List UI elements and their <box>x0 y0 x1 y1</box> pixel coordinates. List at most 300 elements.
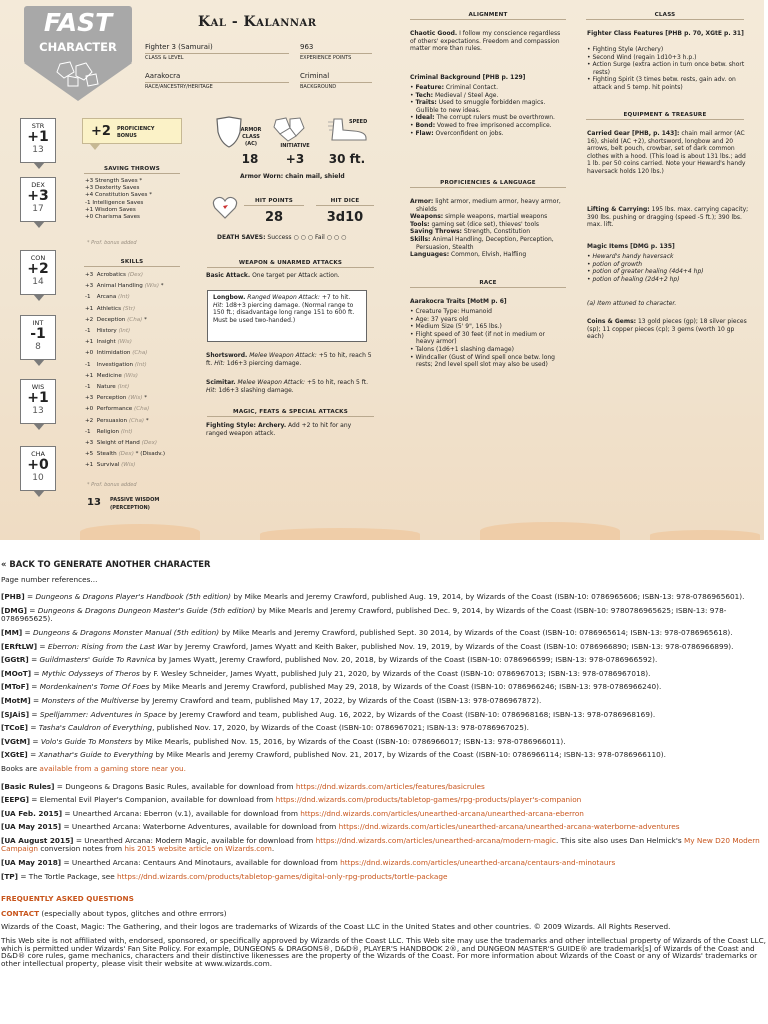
ref-title: Dungeons & Dragons Monster Manual (5th edition) <box>32 627 220 637</box>
alignment-text <box>410 30 564 53</box>
hit-points-label: HIT POINTS <box>244 198 304 206</box>
faq-link[interactable]: FREQUENTLY ASKED QUESTIONS <box>1 894 134 904</box>
ref-details: by Mike Mearls and Jeremy Crawford, published Dec. 9, 2014, by Wizards of the Coast (ISBN-10: 9780786965625; ISBN-13: 978-0786965625). <box>1 605 727 624</box>
class-level-value: Fighter 3 (Samurai) <box>145 43 213 51</box>
proficiency-label-2: BONUS <box>117 133 137 139</box>
skill-item <box>85 281 200 292</box>
reference-item: [DMG] = Dungeons & Dragons Dungeon Master's Guide (5th edition) by Mike Mearls and Jeremy Crawford, published Dec. 9, 2014, by Wizards of the Coast (ISBN-10: 9780786965625; ISBN-13: 978-0786965625). <box>1 605 727 624</box>
ref-key: [ERftLW] <box>1 641 38 651</box>
background-info-list <box>410 84 566 137</box>
trademark-notice: Wizards of the Coast, Magic: The Gathering, and their logos are trademarks of Wizards of the Coast LLC in the United States and other countries. © 2009 Wizards. All Rights Reserved. <box>1 922 671 932</box>
reference-item: [MToF] = Mordenkainen's Tome Of Foes by Mike Mearls and Jeremy Crawford, published May 29, 2018, by Wizards of the Coast (ISBN-10: 0786966246; ISBN-13: 978-0786966240). <box>1 682 662 692</box>
class-features-title: Fighter Class Features [PHB p. 70, XGtE p. 31] <box>587 30 744 37</box>
skill-name: Survival <box>96 462 120 469</box>
skill-name: Religion <box>96 428 120 435</box>
reference-item: [ERftLW] = Eberron: Rising from the Last War by Jeremy Crawford, James Wyatt and Keith Baker, published Nov. 19, 2019, by Wizards of the Coast (ISBN-10: 0786966890; ISBN-13: 978-0786966899). <box>1 641 734 651</box>
skill-value: +3 <box>85 272 94 278</box>
reference-item: [PHB] = Dungeons & Dragons Player's Handbook (5th edition) by Mike Mearls and Jeremy Crawford, published Aug. 19, 2014, by Wizards of the Coast (ISBN-10: 0786965606; ISBN-13: 978-0786965601). <box>1 592 745 602</box>
ref-details: by F. Wesley Schneider, James Wyatt, published July 21, 2020, by Wizards of the Coast (ISBN-10: 0786967013; ISBN-13: 978-0786967018). <box>139 668 651 678</box>
ref-title: Mythic Odysseys of Theros <box>41 668 140 678</box>
skill-ability: (Cha) <box>132 350 148 357</box>
saving-throw-item: +1 Wisdom Saves <box>85 206 136 213</box>
ability-name: CON <box>30 254 46 262</box>
ability-score: 8 <box>35 342 41 352</box>
ref-key: [PHB] <box>1 592 25 602</box>
item-value: light armor, medium armor, heavy armor, shields <box>416 198 561 213</box>
skill-item <box>85 416 200 427</box>
alignment-description: I follow my conscience regardless of others' expectations. Freedom and compassion matter more than rules. <box>410 30 561 53</box>
ref-key: [MotM] <box>1 695 31 705</box>
list-item: • Talons (1d6+1 slashing damage) <box>410 345 514 353</box>
skill-value: +3 <box>85 395 94 402</box>
skill-item <box>85 304 200 315</box>
skill-name: Insight <box>96 339 116 346</box>
page-refs-label: Page number references... <box>1 574 98 584</box>
skills-list <box>85 270 200 472</box>
item-value: Overconfident on jobs. <box>435 129 504 137</box>
skill-item <box>85 371 200 382</box>
reference-item: [VGtM] = Volo's Guide To Monsters by Mike Mearls, published Nov. 15, 2016, by Wizards of the Coast (ISBN-10: 0786966017; ISBN-13: 978-0786966011). <box>1 736 566 746</box>
scimitar-attack <box>206 379 372 394</box>
books-availability <box>0 765 768 774</box>
item-text: Fighting Style (Archery) <box>592 46 664 53</box>
item-key: Tools: <box>410 220 430 228</box>
download-references <box>0 783 768 882</box>
list-item: • Medium Size (5' 9", 165 lbs.) <box>410 323 502 331</box>
ref-key: [DMG] <box>1 605 27 615</box>
ref-key: [EEPG] <box>1 795 29 805</box>
skill-value: -1 <box>85 428 91 435</box>
item-text: Medium Size (5' 9", 165 lbs.) <box>415 323 502 331</box>
reference-item: [MOoT] = Mythic Odysseys of Theros by F. Wesley Schneider, James Wyatt, published July 21, 2020, by Wizards of the Coast (ISBN-10: 0786967013; ISBN-13: 978-0786967018). <box>1 668 651 678</box>
heart-icon <box>212 196 238 220</box>
ref-details: = Unearthed Arcana: Modern Magic, available for download from <box>73 835 316 845</box>
death-saves-fail-circles[interactable]: ○ ○ ○ <box>326 234 347 241</box>
fighting-style-text: Add +2 to hit for any ranged weapon attack. <box>206 422 352 437</box>
list-item: • Fighting Spirit (3 times betw. rests, gain adv. on attack and 5 temp. hit points) <box>587 76 736 91</box>
contact-text: (especially about typos, glitches and othre errrors) <box>39 908 227 918</box>
longbow-name: Longbow. <box>213 294 246 301</box>
item-key: Skills: <box>410 235 431 243</box>
list-item: • Traits: Used to smuggle forbidden magics. Gullible to new ideas. <box>410 99 546 114</box>
alignment-title: ALIGNMENT <box>410 12 566 20</box>
ability-cha <box>20 446 56 491</box>
ability-modifier: +1 <box>27 390 49 406</box>
item-value: simple weapons, martial weapons <box>445 213 548 221</box>
item-key: Languages: <box>410 251 450 259</box>
contact-link[interactable]: CONTACT <box>1 908 40 918</box>
download-item <box>0 783 768 792</box>
ref-title: Dungeons & Dragons Dungeon Master's Guide (5th edition) <box>37 605 256 615</box>
passive-wisdom-value: 13 <box>87 497 101 508</box>
alignment-name: Chaotic Good. <box>410 30 458 37</box>
skill-value: +1 <box>85 339 94 346</box>
item-text: potion of growth <box>592 260 643 268</box>
item-value: Used to smuggle forbidden magics. Gullible to new ideas. <box>416 99 546 114</box>
hit-dice-label: HIT DICE <box>316 198 374 206</box>
item-text: Creature Type: Humanoid <box>415 308 492 315</box>
ability-modifier: +0 <box>27 457 49 473</box>
skill-value: +2 <box>85 417 94 424</box>
ref-key: [TCoE] <box>1 723 28 733</box>
shortsword-name: Shortsword. <box>206 352 248 359</box>
ref-extra: . This site also uses Dan Helmick's <box>555 835 684 845</box>
skill-ability: (Int) <box>118 328 131 335</box>
list-item: • Ideal: The corrupt rulers must be overthrown. <box>410 114 555 122</box>
ref-details: by James Wyatt, Jeremy Crawford, published Nov. 20, 2018, by Wizards of the Coast (ISBN-10: 0786966599; ISBN-13: 978-0786966592). <box>155 655 658 665</box>
skill-name: Athletics <box>96 305 121 312</box>
ability-score: 10 <box>32 473 44 483</box>
passive-wisdom-label: PASSIVE WISDOM <box>110 497 160 503</box>
saving-throw-item: +3 Dexterity Saves <box>85 185 140 192</box>
skill-name: Nature <box>96 384 116 391</box>
ability-name: DEX <box>31 181 45 189</box>
download-item <box>0 810 768 819</box>
ref-key: [Basic Rules] <box>1 781 55 791</box>
proficiency-label-1: PROFICIENCY <box>117 126 155 132</box>
item-text: Windcaller (Gust of Wind spell once betw. long rests; 2nd level spell slot may also be used) <box>415 353 555 369</box>
skill-item <box>85 404 200 415</box>
skill-ability: (Wis) <box>117 339 132 346</box>
contact-line <box>0 910 768 919</box>
item-key: Tech: <box>415 91 434 99</box>
download-link[interactable]: https://dnd.wizards.com/articles/unearthed-arcana/unearthed-arcana-eberron <box>300 808 584 818</box>
skill-ability: (Wis) <box>123 372 138 379</box>
scimitar-hit-label: Hit: <box>206 386 217 394</box>
ability-modifier: +2 <box>27 261 49 277</box>
skill-ability: (Cha) <box>127 316 143 323</box>
xp-label: EXPERIENCE POINTS <box>300 55 352 61</box>
skill-suffix: * <box>142 316 147 323</box>
item-value: Strength, Constitution <box>463 228 531 236</box>
skill-name: Stealth <box>96 451 117 458</box>
longbow-attack <box>207 290 367 342</box>
saving-throw-item: +3 Strength Saves * <box>85 178 143 184</box>
download-item <box>0 859 768 868</box>
ref-details: by Mike Mearls and Jeremy Crawford, published Aug. 19, 2014, by Wizards of the Coast (ISBN-10: 0786965606; ISBN-13: 978-0786965601). <box>231 592 745 602</box>
basic-attack <box>206 272 376 280</box>
item-text: Fighting Spirit (3 times betw. rests, gain adv. on attack and 5 temp. hit points) <box>592 76 736 91</box>
ability-str <box>20 118 56 163</box>
item-text: Heward's handy haversack <box>592 253 674 260</box>
class-level-label: CLASS & LEVEL <box>145 55 184 61</box>
footer-section <box>0 560 768 972</box>
item-value: gaming set (dice set), thieves' tools <box>431 220 540 228</box>
list-item: • Fighting Style (Archery) <box>587 46 664 53</box>
ac-value: 18 <box>241 152 259 166</box>
background-info-title: Criminal Background [PHB p. 129] <box>410 74 526 81</box>
scimitar-type: Melee Weapon Attack: <box>237 379 306 386</box>
ref-key: [UA Feb. 2015] <box>1 808 63 818</box>
saving-throws-list <box>85 178 195 221</box>
list-item: • potion of growth <box>587 260 643 268</box>
ref-title: Xanathar's Guide to Everything <box>38 750 154 760</box>
reference-item: [MotM] = Monsters of the Multiverse by Jeremy Crawford and team, published May 17, 2022, by Wizards of the Coast (ISBN-13: 978-0786967872). <box>1 695 542 705</box>
proficiency-item <box>410 228 568 236</box>
longbow-type: Ranged Weapon Attack: <box>247 294 320 301</box>
ref-details: = Unearthed Arcana: Waterborne Adventures, available for download from <box>61 822 339 832</box>
skill-value: +3 <box>85 283 94 290</box>
list-item: • Creature Type: Humanoid <box>410 308 492 315</box>
coins-text: 13 gold pieces (gp); 18 silver pieces (sp); 11 copper pieces (cp); 3 gems (worth 10 gp each) <box>587 318 747 341</box>
reference-item: [GGtR] = Guildmasters' Guide To Ravnica by James Wyatt, Jeremy Crawford, published Nov. 20, 2018, by Wizards of the Coast (ISBN-10: 0786966599; ISBN-13: 978-0786966592). <box>1 655 658 665</box>
skill-ability: (Cha) <box>128 417 145 424</box>
ref-key: [UA May 2018] <box>1 858 62 868</box>
ref-details: = Unearthed Arcana: Eberron (v.1), available for download from <box>62 808 301 818</box>
skill-value: +1 <box>85 372 94 379</box>
skill-name: Sleight of Hand <box>96 440 140 447</box>
ref-key: [MM] <box>1 627 23 637</box>
ref-details: , published Nov. 17, 2020, by Wizards of the Coast (ISBN-10: 0786967021; ISBN-13: 978-0786967025). <box>152 723 530 733</box>
books-text: Books are <box>1 763 40 773</box>
ref-key: [UA August 2015] <box>1 835 74 845</box>
skill-name: Acrobatics <box>96 272 126 278</box>
list-item: • Second Wind (regain 1d10+3 h.p.) <box>587 53 697 61</box>
ability-name: CHA <box>31 450 45 458</box>
item-key: Flaw: <box>415 129 434 137</box>
initiative-label: INITIATIVE <box>280 143 310 149</box>
skill-item <box>85 438 200 449</box>
ref-details: = Unearthed Arcana: Centaurs And Minotaurs, available for download from <box>61 858 341 868</box>
ability-con <box>20 250 56 295</box>
download-link[interactable]: https://dnd.wizards.com/products/tabletop-games/rpg-products/player's-companion <box>275 795 582 805</box>
item-key: Bond: <box>415 121 436 129</box>
background-value: Criminal <box>300 72 330 80</box>
download-item <box>0 823 768 832</box>
item-text: Age: 37 years old <box>415 315 469 323</box>
initiative-value: +3 <box>285 152 305 166</box>
ref-key: [VGtM] <box>1 736 31 746</box>
lifting-title: Lifting & Carrying: <box>587 206 650 213</box>
hit-points-value: 28 <box>264 210 284 225</box>
skill-value: +0 <box>85 406 94 413</box>
skill-value: +5 <box>85 451 94 458</box>
reference-item: [XGtE] = Xanathar's Guide to Everything by Mike Mearls and Jeremy Crawford, published Nov. 21, 2017, by Wizards of the Coast (ISBN-10: 0786966114; ISBN-13: 978-0786966110). <box>1 750 666 760</box>
scimitar-to-hit: +5 to hit, reach 5 ft. <box>307 379 369 386</box>
skill-name: Arcana <box>96 294 117 301</box>
reference-item: [MM] = Dungeons & Dragons Monster Manual (5th edition) by Mike Mearls and Jeremy Crawford, published Sept. 30 2014, by Wizards of the Coast (ISBN-10: 0786965614; ISBN-13: 978-0786965618). <box>1 627 733 637</box>
item-value: Common, Elvish, Halfling <box>451 251 527 259</box>
race-traits-list <box>410 308 564 369</box>
skill-name: Perception <box>96 395 127 402</box>
skill-item <box>85 360 200 371</box>
lifting-carrying <box>587 206 749 229</box>
ability-name: WIS <box>31 383 45 391</box>
ref-details: by Mike Mearls and Jeremy Crawford, published May 29, 2018, by Wizards of the Coast (ISBN-10: 0786966246; ISBN-13: 978-0786966240). <box>149 682 662 692</box>
shortsword-type: Melee Weapon Attack: <box>249 352 317 359</box>
proficiency-bonus-box <box>82 118 182 144</box>
item-value: Vowed to free imprisoned accomplice. <box>437 121 552 129</box>
ability-score: 13 <box>32 145 44 155</box>
skill-item <box>85 348 200 359</box>
death-saves-success-label: Success <box>267 234 292 241</box>
background-label: BACKGROUND <box>300 84 337 90</box>
item-text: Action Surge (extra action in turn once betw. short rests) <box>592 61 745 76</box>
carried-gear-title: Carried Gear [PHB, p. 143]: <box>587 130 680 137</box>
ac-label-2: CLASS <box>242 134 260 140</box>
scimitar-damage: 1d6+3 slashing damage. <box>218 386 294 394</box>
race-title: RACE <box>410 280 566 288</box>
skill-name: Performance <box>96 406 133 413</box>
proficiencies-title: PROFICIENCIES & LANGUAGE <box>410 180 566 188</box>
skill-ability: (Int) <box>117 384 130 391</box>
list-item: • Age: 37 years old <box>410 315 469 323</box>
speed-value: 30 ft. <box>328 152 366 166</box>
scimitar-name: Scimitar. <box>206 379 236 386</box>
logo <box>24 6 132 102</box>
death-saves-success-circles[interactable]: ○ ○ ○ <box>293 234 314 241</box>
proficiency-item <box>410 221 568 229</box>
ref-title: Mordenkainen's Tome Of Foes <box>39 682 150 692</box>
skill-value: -1 <box>85 384 91 391</box>
shortsword-damage: 1d6+3 piercing damage. <box>226 359 302 367</box>
d20-icon <box>272 116 306 142</box>
skill-item <box>85 449 200 460</box>
gaming-store-link[interactable]: available from a gaming store near you. <box>39 763 186 773</box>
saving-throw-item: +0 Charisma Saves <box>85 214 140 221</box>
skill-ability: (Int) <box>118 294 130 301</box>
fighting-style-name: Fighting Style: Archery. <box>206 422 287 429</box>
skill-ability: (Str) <box>122 305 136 312</box>
download-item: [UA August 2015] = Unearthed Arcana: Modern Magic, available for download from https://dnd.wizards.com/articles/unearthed-arcana/modern-magic. This site also uses Dan Helmick's My New D20 Modern Campaign conversion notes from his 2015 website article on Wizards.com. <box>1 835 760 854</box>
list-item: • potion of greater healing (4d4+4 hp) <box>587 268 704 276</box>
campaign-link[interactable]: My New D20 Modern Campaign <box>1 835 760 854</box>
download-item <box>0 796 768 805</box>
basic-attack-label: Basic Attack. <box>206 272 251 279</box>
skill-item <box>85 326 200 337</box>
ability-int <box>20 315 56 360</box>
ability-score: 13 <box>32 406 44 416</box>
ability-dex <box>20 177 56 222</box>
shortsword-attack <box>206 352 372 367</box>
coins-title: Coins & Gems: <box>587 318 637 325</box>
item-key: Traits: <box>415 99 437 107</box>
item-key: Weapons: <box>410 213 444 221</box>
ref-details: by Jeremy Crawford and team, published Aug. 16, 2022, by Wizards of the Coast (ISBN-10: 0786968168; ISBN-13: 978-0786968169). <box>165 709 656 719</box>
race-label: RACE/ANCESTRY/HERITAGE <box>145 84 213 90</box>
skill-suffix: * (Disadv.) <box>133 451 166 458</box>
ability-wis <box>20 379 56 424</box>
saves-note: * Prof. bonus added <box>87 240 137 246</box>
skill-suffix: * <box>142 395 148 402</box>
skill-ability: (Wis) <box>121 462 136 469</box>
skill-name: Deception <box>96 316 126 323</box>
item-text: Second Wind (regain 1d10+3 h.p.) <box>592 53 697 61</box>
passive-wisdom-sublabel: (PERCEPTION) <box>110 505 150 511</box>
item-key: Ideal: <box>415 114 435 122</box>
list-item: • Windcaller (Gust of Wind spell once betw. long rests; 2nd level spell slot may also be used) <box>410 353 555 369</box>
skill-item <box>85 292 200 303</box>
ability-modifier: +3 <box>27 188 49 204</box>
ref-title: Tasha's Cauldron of Everything <box>38 723 153 733</box>
ref-key: [MToF] <box>1 682 29 692</box>
skill-ability: (Dex) <box>127 272 144 278</box>
reference-item: [TCoE] = Tasha's Cauldron of Everything, published Nov. 17, 2020, by Wizards of the Coast (ISBN-10: 0786967021; ISBN-13: 978-0786967025). <box>1 723 530 733</box>
ref-details: by Mike Mearls, published Nov. 15, 2016, by Wizards of the Coast (ISBN-10: 0786966017; ISBN-13: 978-0786966011). <box>131 736 566 746</box>
skill-item <box>85 270 200 281</box>
item-text: Flight speed of 30 feet (if not in medium or heavy armor) <box>415 330 545 346</box>
skill-item <box>85 337 200 348</box>
skill-name: Animal Handling <box>96 283 143 290</box>
skill-ability: (Dex) <box>141 440 158 447</box>
list-item: • Heward's handy haversack <box>587 253 674 260</box>
download-link[interactable]: https://dnd.wizards.com/articles/features/basicrules <box>295 781 485 791</box>
ref-details: by Jeremy Crawford and team, published May 17, 2022, by Wizards of the Coast (ISBN-13: 978-0786967872). <box>138 695 542 705</box>
ref-title: Dungeons & Dragons Player's Handbook (5th edition) <box>35 592 232 602</box>
longbow-to-hit: +7 to hit. <box>321 294 351 301</box>
ref-details: = Elemental Evil Player's Companion, available for download from <box>28 795 276 805</box>
ref-extra-mid: conversion notes from <box>38 844 125 854</box>
skill-suffix: * <box>159 283 164 290</box>
ac-label-3: (AC) <box>244 141 258 147</box>
item-text: potion of healing (2d4+2 hp) <box>592 275 680 283</box>
legal-notice: This Web site is not affiliated with, endorsed, sponsored, or specifically approved by Wizards of the Coast LLC. This Web site may use the trademarks and other intellectual property of Wizards of the Coast LLC, which is permitted under Wizards' Fan Site Policy. For example, DUNGEONS & DRAGONS®, D&D®, PLAYER'S HANDBOOK 2®, and DUNGEON MASTER'S GUIDE® are trademark[s] of Wizards of the Coast and D&D® core rules, game mechanics, characters and their distinctive likenesses are the property of the Wizards of the Coast. For more information about Wizards of the Coast or any of Wizards' trademarks or other intellectual property, please visit their website at www.wizards.com. <box>1 936 766 968</box>
proficiency-item <box>410 251 568 259</box>
reference-item: [SJAiS] = Spelljammer: Adventures in Space by Jeremy Crawford and team, published Aug. 16, 2022, by Wizards of the Coast (ISBN-10: 0786968168; ISBN-13: 978-0786968169). <box>1 709 656 719</box>
ref-key: [UA May 2015] <box>1 822 62 832</box>
skill-name: History <box>96 328 117 335</box>
download-link[interactable]: https://dnd.wizards.com/articles/unearthed-arcana/modern-magic <box>315 835 556 845</box>
attuned-note: (a) Item attuned to character. <box>587 300 677 307</box>
fighting-style <box>206 422 366 437</box>
skill-item <box>85 315 200 326</box>
skill-value: +3 <box>85 440 94 447</box>
ref-details: = The Tortle Package, see <box>18 871 118 881</box>
shortsword-hit-label: Hit: <box>214 359 225 367</box>
skill-item <box>85 427 200 438</box>
article-link[interactable]: his 2015 website article on Wizards.com <box>124 844 272 854</box>
lifting-text: 195 lbs. max. carrying capacity; 390 lbs. pushing or dragging (speed -5 ft.); 390 lbs. max. lift. <box>587 206 749 229</box>
class-features-list <box>587 46 747 92</box>
equipment-title: EQUIPMENT & TREASURE <box>586 112 744 120</box>
skill-ability: (Wis) <box>128 395 143 402</box>
carried-gear-text: chain mail armor (AC 16), shield (AC +2), shortsword, longbow and 20 arrows, belt pouch, crowbar, set of dark common clothes with a hood. (This load is about 131 lbs.; add 1 lb. per 50 coins carried. Note your Heward's handy haversack holds 120 lbs.) <box>587 130 746 175</box>
skill-ability: (Cha) <box>134 406 150 413</box>
saving-throw-item: -1 Intelligence Saves <box>85 199 144 206</box>
ability-score: 17 <box>32 204 44 214</box>
skill-name: Persuasion <box>96 417 128 424</box>
skill-item <box>85 393 200 404</box>
list-item: • Flight speed of 30 feet (if not in medium or heavy armor) <box>410 330 545 346</box>
download-link[interactable]: https://dnd.wizards.com/articles/unearthed-arcana/unearthed-arcana-waterborne-adventures <box>338 822 680 832</box>
back-link[interactable]: « BACK TO GENERATE ANOTHER CHARACTER <box>1 559 211 569</box>
death-saves-fail-label: Fail <box>314 234 325 241</box>
magic-items-list <box>587 253 747 283</box>
ref-title: Monsters of the Multiverse <box>41 695 139 705</box>
saving-throw-item: +4 Constitution Saves * <box>85 192 153 199</box>
download-link[interactable]: https://dnd.wizards.com/articles/unearthed-arcana/centaurs-and-minotaurs <box>340 858 616 868</box>
saving-throws-title: SAVING THROWS <box>84 166 180 174</box>
speed-label: SPEED <box>349 119 368 125</box>
list-item: • Flaw: Overconfident on jobs. <box>410 129 504 137</box>
skill-value: +1 <box>85 305 94 312</box>
proficiencies-list <box>410 198 568 259</box>
item-value: Criminal Contact. <box>445 84 499 91</box>
ref-key: [MOoT] <box>1 668 32 678</box>
list-item: • Feature: Criminal Contact. <box>410 84 499 91</box>
longbow-damage: 1d8+3 piercing damage. (Normal range to 150 ft.; disadvantage long range 151 to 600 ft. Must be used two-handed.) <box>213 301 355 324</box>
list-item: • Bond: Vowed to free imprisoned accomplice. <box>410 121 552 129</box>
item-key: Armor: <box>410 198 434 205</box>
skill-item <box>85 382 200 393</box>
death-saves <box>217 234 346 242</box>
basic-attack-text: One target per Attack action. <box>252 272 340 279</box>
download-link[interactable]: https://dnd.wizards.com/products/tabletop-games/digital-only-rpg-products/tortle-package <box>117 871 448 881</box>
race-value: Aarakocra <box>145 72 181 80</box>
download-item <box>0 873 768 882</box>
skills-title: SKILLS <box>84 259 180 267</box>
carried-gear <box>587 130 749 176</box>
